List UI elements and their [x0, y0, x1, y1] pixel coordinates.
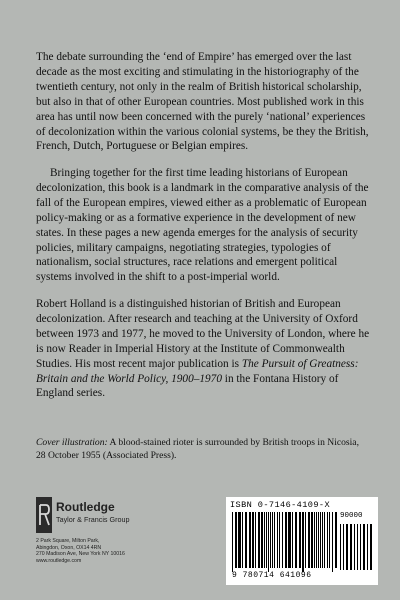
barcode-bar [305, 512, 306, 568]
blurb-paragraph-1: The debate surrounding the ‘end of Empire’ has emerged over the last decade as the most exciting and stimulating in the historiography of the twentieth century, not only in the realm of British historical scholarship, but also in that of other European countries. Most published work in this area has until now been concerned with the purely ‘national’ experiences of decolonization within the various colonial systems, be they the British, French, Dutch, Portuguese or Belgian empires. [36, 51, 369, 153]
barcode-addon-bar [363, 524, 365, 570]
address-line: Abingdon, Oxon, OX14 4RN [36, 544, 102, 551]
barcode-addon-bar [357, 524, 358, 570]
caption-text: A blood-stained rioter is surrounded by British troops in Nicosia, 28 October 1955 (Associated Press). [36, 437, 359, 461]
barcode-addon-bar [350, 524, 352, 570]
recent-publication-title: The Pursuit of Greatness: Britain and the World Policy, 1900–1970 [36, 357, 359, 385]
barcode-bar [292, 512, 293, 568]
publisher-name: Routledge [56, 500, 115, 514]
barcode-bar [314, 512, 315, 568]
barcode-bar [258, 512, 260, 568]
barcode-bar [316, 512, 317, 568]
barcode-bar [238, 512, 241, 568]
cover-illustration-caption [36, 437, 370, 462]
barcode-addon-bar [340, 524, 341, 570]
barcode-bar [268, 512, 269, 572]
barcode-bar [235, 512, 237, 568]
author-bio-text-end: in the Fontana History of England series. [36, 372, 339, 400]
barcode-bar [270, 512, 271, 568]
barcode-bar [274, 512, 275, 568]
address-line: 270 Madison Ave, New York NY 10016 [36, 551, 125, 558]
ean-digits: 9 780714 641096 [232, 571, 312, 580]
caption-label: Cover illustration: [36, 437, 108, 448]
barcode-addon-bar [370, 524, 372, 570]
barcode-bar [308, 512, 310, 568]
routledge-logo-icon [36, 497, 52, 533]
barcode-bar [245, 512, 247, 568]
barcode-bar [232, 512, 233, 572]
barcode-bar [282, 512, 283, 568]
barcode-bar [277, 512, 278, 568]
barcode-bar [249, 512, 251, 568]
barcode-bar [261, 512, 263, 568]
barcode-bar [266, 512, 267, 568]
barcode-addon-bar [346, 524, 348, 570]
barcode-bar [272, 512, 273, 568]
address-line: www.routledge.com [36, 557, 82, 564]
blurb-paragraph-2: Bringing together for the first time leading historians of European decolonization, this book is a landmark in the comparative analysis of the fall of the European empires, viewed either as a problematic of European policy-making or as a formative experience in the development of new states. In these pages a new agenda emerges for the analysis of security policies, military campaigns, negotiating strategies, typologies of nationalism, social structures, race relations and emergent political systems involved in the shift to a post-imperial world. [36, 167, 369, 284]
barcode-icon [232, 512, 374, 572]
barcode-bar [285, 512, 287, 568]
barcode-bar [329, 512, 330, 568]
barcode-bar [335, 512, 337, 568]
address-line: 2 Park Square, Milton Park, [36, 538, 100, 544]
publisher-block [36, 497, 196, 577]
barcode-addon-bar [367, 524, 368, 570]
barcode-bar [318, 512, 319, 568]
barcode-bar [242, 512, 243, 568]
barcode-bar [324, 512, 325, 568]
barcode-bar [255, 512, 256, 568]
author-bio-text: Robert Holland is a distinguished historian of British and European decolonization. After research and teaching at the University of Oxford between 1973 and 1977, he moved to the University of London, where he is now Reader in Imperial History at the Institute of Commonwealth Studies. His most recent major publication is [36, 298, 370, 370]
barcode-bar [288, 512, 291, 568]
barcode-bar [299, 512, 301, 568]
barcode-addon-bar [360, 524, 361, 570]
barcode-bar [302, 512, 304, 572]
isbn-label: ISBN 0-7146-4109-X [230, 500, 331, 510]
barcode-addon-bar [343, 524, 344, 570]
barcode-bar [295, 512, 297, 568]
barcode-bar [332, 512, 333, 572]
barcode-bar [320, 512, 321, 568]
author-bio-paragraph [36, 297, 370, 401]
barcode-bar [311, 512, 313, 568]
barcode-bar [327, 512, 328, 568]
barcode-bar [252, 512, 254, 568]
barcode-bar [279, 512, 280, 568]
barcode-bar [322, 512, 323, 568]
barcode-addon-bar [354, 524, 355, 570]
publisher-subtitle: Taylor & Francis Group [56, 515, 130, 524]
addon-digits: 90000 [340, 512, 363, 520]
barcode-bar [264, 512, 265, 568]
barcode-block [226, 497, 378, 585]
publisher-address [36, 538, 125, 564]
